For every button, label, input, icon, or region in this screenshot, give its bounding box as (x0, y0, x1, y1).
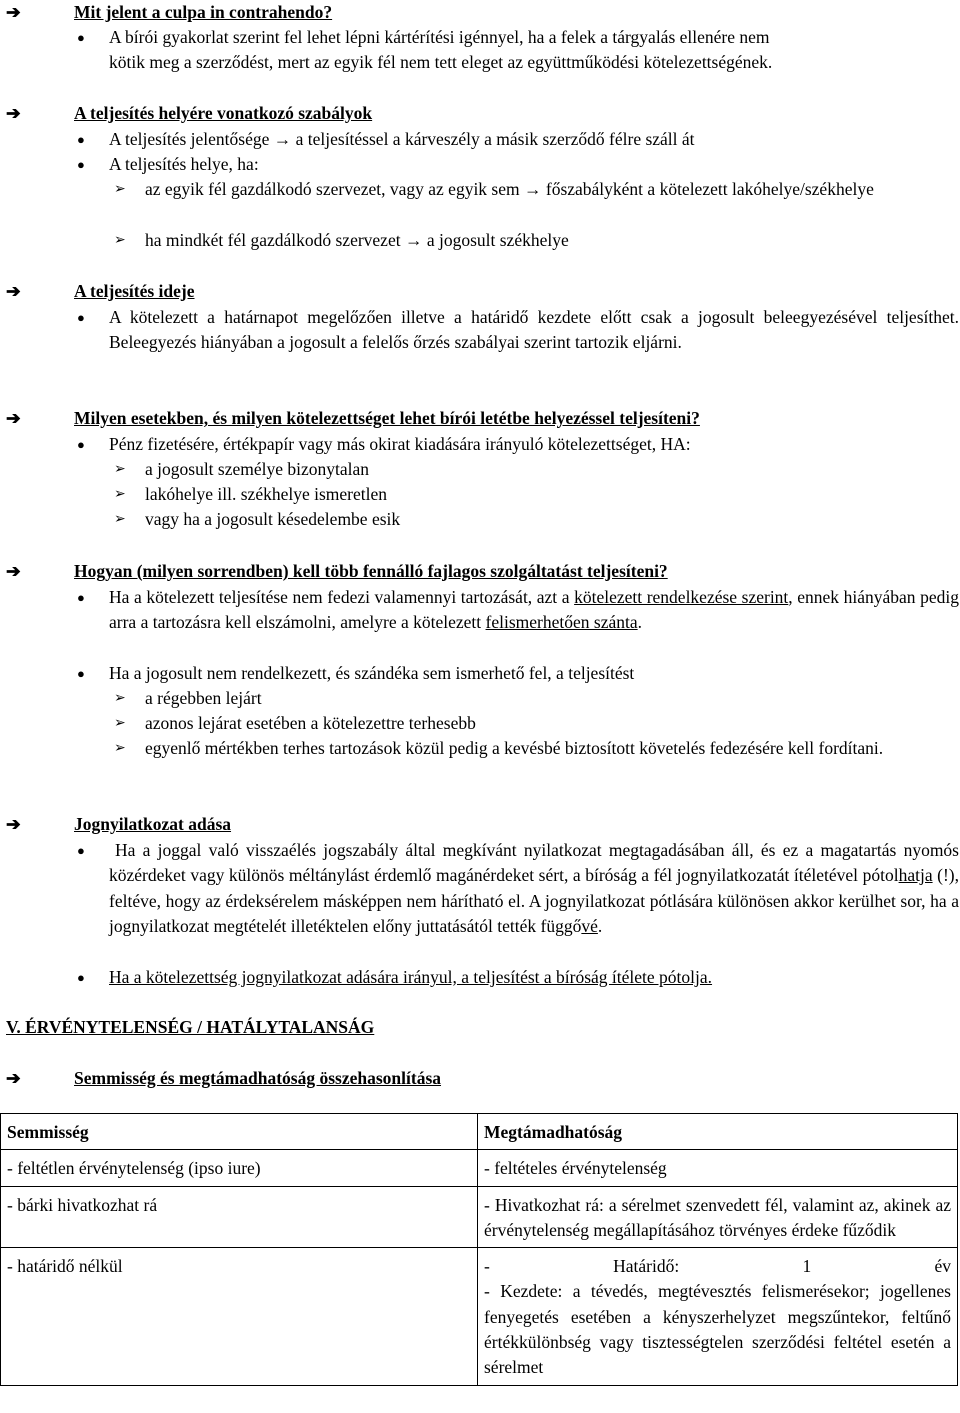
chevron-right-icon: ➢ (114, 512, 126, 527)
table-cell: - feltételes érvénytelenség (478, 1150, 958, 1186)
chevron-right-icon: ➢ (114, 233, 126, 248)
heading-culpa-text: Mit jelent a culpa in contrahendo? (74, 2, 333, 22)
table-row (1, 1248, 958, 1385)
arrow-right-icon: ➔ (6, 561, 21, 581)
bullet-icon: ● (77, 970, 85, 985)
chevron-right-icon: ➢ (114, 741, 126, 756)
arrow-right-icon: ➔ (6, 1068, 21, 1088)
arrow-right-icon: ➔ (6, 408, 21, 428)
chevron-right-icon: ➢ (114, 487, 126, 502)
bullet-icon: ● (77, 310, 85, 325)
arrow-right-icon: ➔ (6, 2, 21, 22)
table-cell: - feltétlen érvénytelenség (ipso iure) (1, 1150, 478, 1186)
chevron-right-icon: ➢ (114, 691, 126, 706)
arrow-right-icon: ➔ (6, 814, 21, 834)
table-header-cell: Semmisség (1, 1114, 478, 1150)
chapter-title: V. ÉRVÉNYTELENSÉG / HATÁLYTALANSÁG (6, 1017, 375, 1037)
bullet-icon: ● (77, 666, 85, 681)
table-row (1, 1186, 958, 1248)
chevron-right-icon: ➢ (114, 462, 126, 477)
bullet-icon: ● (77, 157, 85, 172)
bullet-icon: ● (77, 30, 85, 45)
table-cell: - határidő nélkül (1, 1248, 478, 1385)
chevron-right-icon: ➢ (114, 716, 126, 731)
table-row (1, 1150, 958, 1186)
table-header-cell: Megtámadhatóság (478, 1114, 958, 1150)
bullet-icon: ● (77, 843, 85, 858)
arrow-right-icon: ➔ (6, 103, 21, 123)
table-cell: - Határidő: 1 év - Kezdete: a tévedés, megtévesztés felismerésekor; jogellenes fenyegetés esetében a kényszerhelyzet megszűntekor, feltűnő értékkülönbség vagy tisztességtelen szerződési feltétel esetén a sérelmet (478, 1248, 958, 1385)
table-header-row (1, 1114, 958, 1150)
comparison-table (0, 1113, 958, 1386)
table-cell: - bárki hivatkozhat rá (1, 1186, 478, 1248)
chevron-right-icon: ➢ (114, 182, 126, 197)
bullet-icon: ● (77, 132, 85, 147)
arrow-right-icon: ➔ (6, 281, 21, 301)
table-cell: - Hivatkozhat rá: a sérelmet szenvedett fél, valamint az, akinek az érvénytelenség megállapításához törvényes érdeke fűződik (478, 1186, 958, 1248)
bullet-icon: ● (77, 437, 85, 452)
bullet-icon: ● (77, 590, 85, 605)
document-page: ➔ Mit jelent a culpa in contrahendo? ● A bírói gyakorlat szerint fel lehet lépni kártérítési igénnyel, ha a felek a tárgyalás ellenére nem kötik meg a szerződést, mert az egyik fél nem tett eleget az együttműködési kötelezettségének. ➔ A teljesítés helyére vonatkozó szabályok ● A teljesítés jelentősége → a teljesítéssel a kárveszély a másik szerződő félre száll át ● A teljesítés helye, ha: ➢ az egyik fél gazdálkodó szervezet, vagy az egyik sem → főszabályként a kötelezett lakóhelye/székhelye ➢ ha mindkét fél gazdálkodó szervezet → a jogosult székhelye ➔ A teljesítés ideje ● A kötelezett a határnapot megelőzően illetve a határidő kezdete előtt csak a jogosult beleegyezésével teljesíthet. Beleegyezés hiányában a jogosult a felelős őrzés szabályai szerint tartozik eljárni. ➔ Milyen esetekben, és milyen kötelezettséget lehet bírói letétbe helyezéssel teljesíteni? ● Pénz fizetésére, értékpapír vagy más okirat kiadására irányuló kötelezettséget, HA: ➢ a jogosult személye bizonytalan ➢ lakóhelye ill. székhelye ismeretlen ➢ vagy ha a jogosult késedelembe esik ➔ Hogyan (milyen sorrendben) kell több fennálló fajlagos szolgáltatást teljesíteni? ● Ha a kötelezett teljesítése nem fedezi valamennyi tartozását, azt a kötelezett rendelkezése szerint, ennek hiányában pedig arra a tartozásra kell elszámolni, amelyre a kötelezett felismerhetően szánta. ● Ha a jogosult nem rendelkezett, és szándéka sem ismerhető fel, a teljesítést ➢ a régebben lejárt ➢ azonos lejárat esetében a kötelezettre terhesebb ➢ egyenlő mértékben terhes tartozások közül pedig a kevésbé biztosított követelés fedezésére kell fordítani. ➔ Jognyilatkozat adása ● Ha a joggal való visszaélés jogszabály által megkívánt nyilatkozat megtagadásában áll, és ez a magatartás nyomós közérdeket vagy különös méltánylást érdemlő magánérdeket sért, a bíróság a fél jognyilatkozatát ítéletével pótolhatja (!), feltéve, hogy az érdeksérelem másképpen nem hárítható el. A jognyilatkozat pótlására különösen akkor kerülhet sor, ha a jognyilatkozat megtételét illetéktelen előny juttatásától tették függővé. ● Ha a kötelezettség jognyilatkozat adására irányul, a teljesítést a bíróság ítélete pótolja. V. ÉRVÉNYTELENSÉG / HATÁLYTALANSÁG ➔ Semmisség és megtámadhatóság összehasonlítása Semmisség Megtámadhatóság - feltétlen érvénytelenség (ipso iure) - feltételes érvénytelenség - bárki hivatkozhat rá - Hivatkozhat rá: a sérelmet szenvedett fél, valamint az, akinek az érvénytelenség megállapításához törvényes érdeke fűződik - határidő nélkül - Határidő: 1 év - Kezdete: a tévedés, megtévesztés felismerésekor; jogellenes fenyegetés esetében a kényszerhelyzet megszűntekor, feltűnő értékkülönbség vagy tisztességtelen szerződési feltétel esetén a sérelmet (0, 0, 960, 1413)
